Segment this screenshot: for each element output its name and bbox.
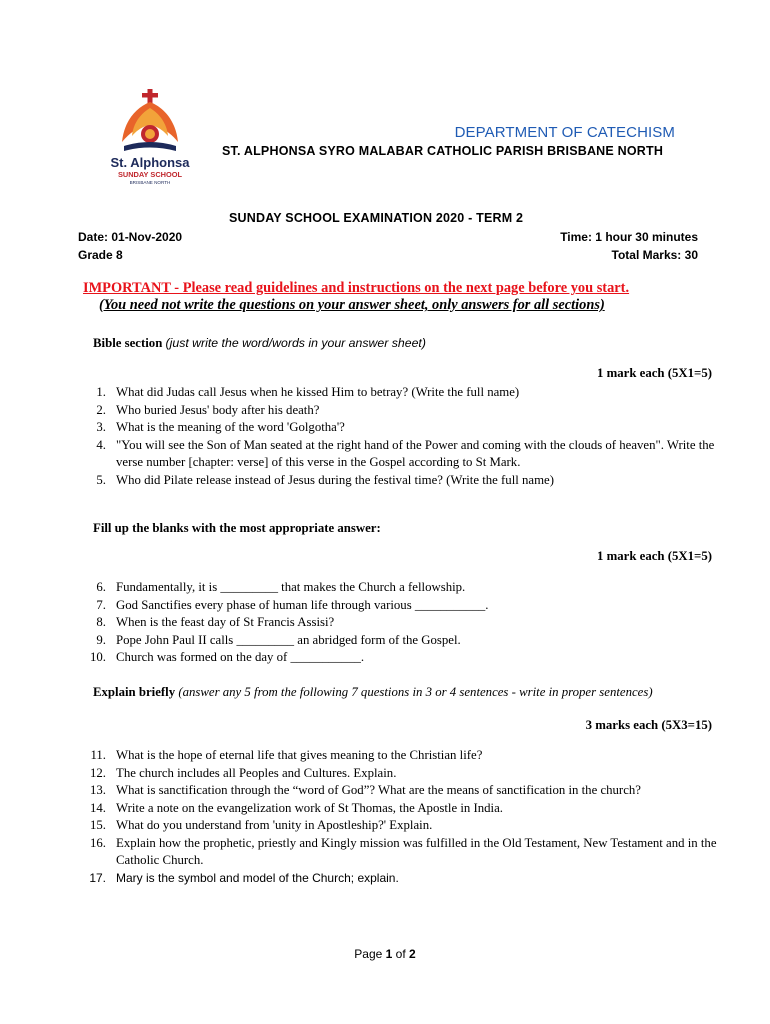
question-item — [78, 870, 718, 888]
question-number: 6. — [96, 580, 106, 594]
exam-grade: Grade 8 — [78, 248, 123, 262]
explain-section-marks: 3 marks each (5X3=15) — [585, 718, 712, 732]
parish-name: ST. ALPHONSA SYRO MALABAR CATHOLIC PARISH BRISBANE NORTH — [222, 144, 664, 158]
question-number: 12. — [90, 765, 106, 780]
exam-total-marks: Total Marks: 30 — [611, 248, 698, 262]
question-number: 1. — [96, 385, 106, 399]
question-item — [78, 472, 718, 490]
question-number: 4. — [96, 437, 106, 452]
exam-date: Date: 01-Nov-2020 — [78, 230, 183, 244]
question-text: "You will see the Son of Man seated at the right hand of the Power and coming with the clouds of heaven". Write the verse number [chapter: verse] of this verse in the Gospel according to St Mark. — [116, 437, 715, 469]
question-text: Mary is the symbol and model of the Church; explain. — [116, 870, 399, 885]
page-prefix: Page — [354, 947, 386, 961]
question-text: What do you understand from 'unity in Apostleship?' Explain. — [116, 818, 433, 832]
question-item — [78, 782, 718, 800]
question-number: 15. — [90, 818, 106, 832]
svg-text:SUNDAY SCHOOL: SUNDAY SCHOOL — [117, 170, 183, 179]
question-item — [78, 597, 718, 615]
bible-section-subtitle: (just write the word/words in your answer sheet) — [165, 336, 426, 350]
question-item — [78, 384, 718, 402]
question-item — [78, 649, 718, 667]
fill-section-title: Fill up the blanks with the most appropriate answer: — [93, 521, 381, 535]
question-item — [78, 437, 718, 472]
fill-question-list — [78, 579, 718, 667]
question-item — [78, 747, 718, 765]
department-title: DEPARTMENT OF CATECHISM — [454, 124, 675, 141]
question-number: 14. — [90, 800, 106, 815]
question-text: Write a note on the evangelization work of St Thomas, the Apostle in India. — [116, 800, 503, 815]
school-logo — [100, 88, 200, 188]
question-text: What is sanctification through the “word of God”? What are the means of sanctification in the church? — [116, 783, 641, 797]
question-number: 2. — [96, 402, 106, 417]
page-middle: of — [392, 947, 410, 961]
question-item — [78, 402, 718, 420]
question-text: What is the meaning of the word 'Golgotha'? — [116, 420, 345, 434]
page-current: 1 — [385, 947, 393, 961]
question-text: Fundamentally, it is _________ that makes the Church a fellowship. — [116, 580, 466, 594]
question-text: Who did Pilate release instead of Jesus during the festival time? (Write the full name) — [116, 472, 554, 487]
exam-time: Time: 1 hour 30 minutes — [560, 230, 698, 244]
bible-section-heading — [93, 336, 426, 351]
exam-title: SUNDAY SCHOOL EXAMINATION 2020 - TERM 2 — [229, 211, 524, 225]
question-number: 10. — [90, 650, 106, 664]
question-text: Pope John Paul II calls _________ an abridged form of the Gospel. — [116, 632, 461, 647]
question-item — [78, 800, 718, 818]
question-text: What did Judas call Jesus when he kissed Him to betray? (Write the full name) — [116, 385, 520, 399]
explain-question-list — [78, 747, 718, 887]
question-number: 11. — [90, 748, 106, 762]
question-text: When is the feast day of St Francis Assisi? — [116, 615, 335, 629]
question-item — [78, 419, 718, 437]
question-number: 8. — [96, 615, 106, 629]
question-item — [78, 632, 718, 650]
question-item — [78, 579, 718, 597]
question-item — [78, 835, 718, 870]
fill-section-marks: 1 mark each (5X1=5) — [597, 549, 712, 563]
bible-question-list — [78, 384, 718, 489]
question-number: 7. — [96, 597, 106, 612]
question-text: What is the hope of eternal life that gives meaning to the Christian life? — [116, 748, 483, 762]
question-number: 16. — [90, 835, 106, 850]
page-number — [0, 947, 770, 961]
answer-sheet-note: (You need not write the questions on your answer sheet, only answers for all sections) — [99, 297, 605, 313]
question-item — [78, 614, 718, 632]
svg-text:BRISBANE NORTH: BRISBANE NORTH — [129, 180, 171, 185]
explain-section-title: Explain briefly — [93, 685, 176, 699]
question-text: Explain how the prophetic, priestly and Kingly mission was fulfilled in the Old Testament, New Testament and in the Catholic Church. — [116, 835, 717, 867]
explain-section-heading — [93, 683, 693, 701]
explain-section-subtitle: (answer any 5 from the following 7 questions in 3 or 4 sentences - write in proper sentences) — [178, 685, 653, 699]
svg-text:St. Alphonsa: St. Alphonsa — [110, 155, 190, 170]
page-total: 2 — [409, 947, 416, 961]
question-number: 3. — [96, 420, 106, 434]
question-item — [78, 765, 718, 783]
question-number: 17. — [89, 870, 106, 885]
bible-section-marks: 1 mark each (5X1=5) — [597, 366, 712, 380]
question-number: 9. — [96, 632, 106, 647]
question-text: Who buried Jesus' body after his death? — [116, 402, 320, 417]
question-item — [78, 817, 718, 835]
bible-section-title: Bible section — [93, 336, 163, 350]
important-notice: IMPORTANT - Please read guidelines and instructions on the next page before you start. — [83, 280, 630, 296]
question-number: 5. — [96, 472, 106, 487]
question-text: God Sanctifies every phase of human life through various ___________. — [116, 597, 489, 612]
question-text: Church was formed on the day of ___________. — [116, 650, 365, 664]
question-number: 13. — [90, 783, 106, 797]
school-crest-icon — [100, 88, 200, 188]
question-text: The church includes all Peoples and Cultures. Explain. — [116, 765, 397, 780]
